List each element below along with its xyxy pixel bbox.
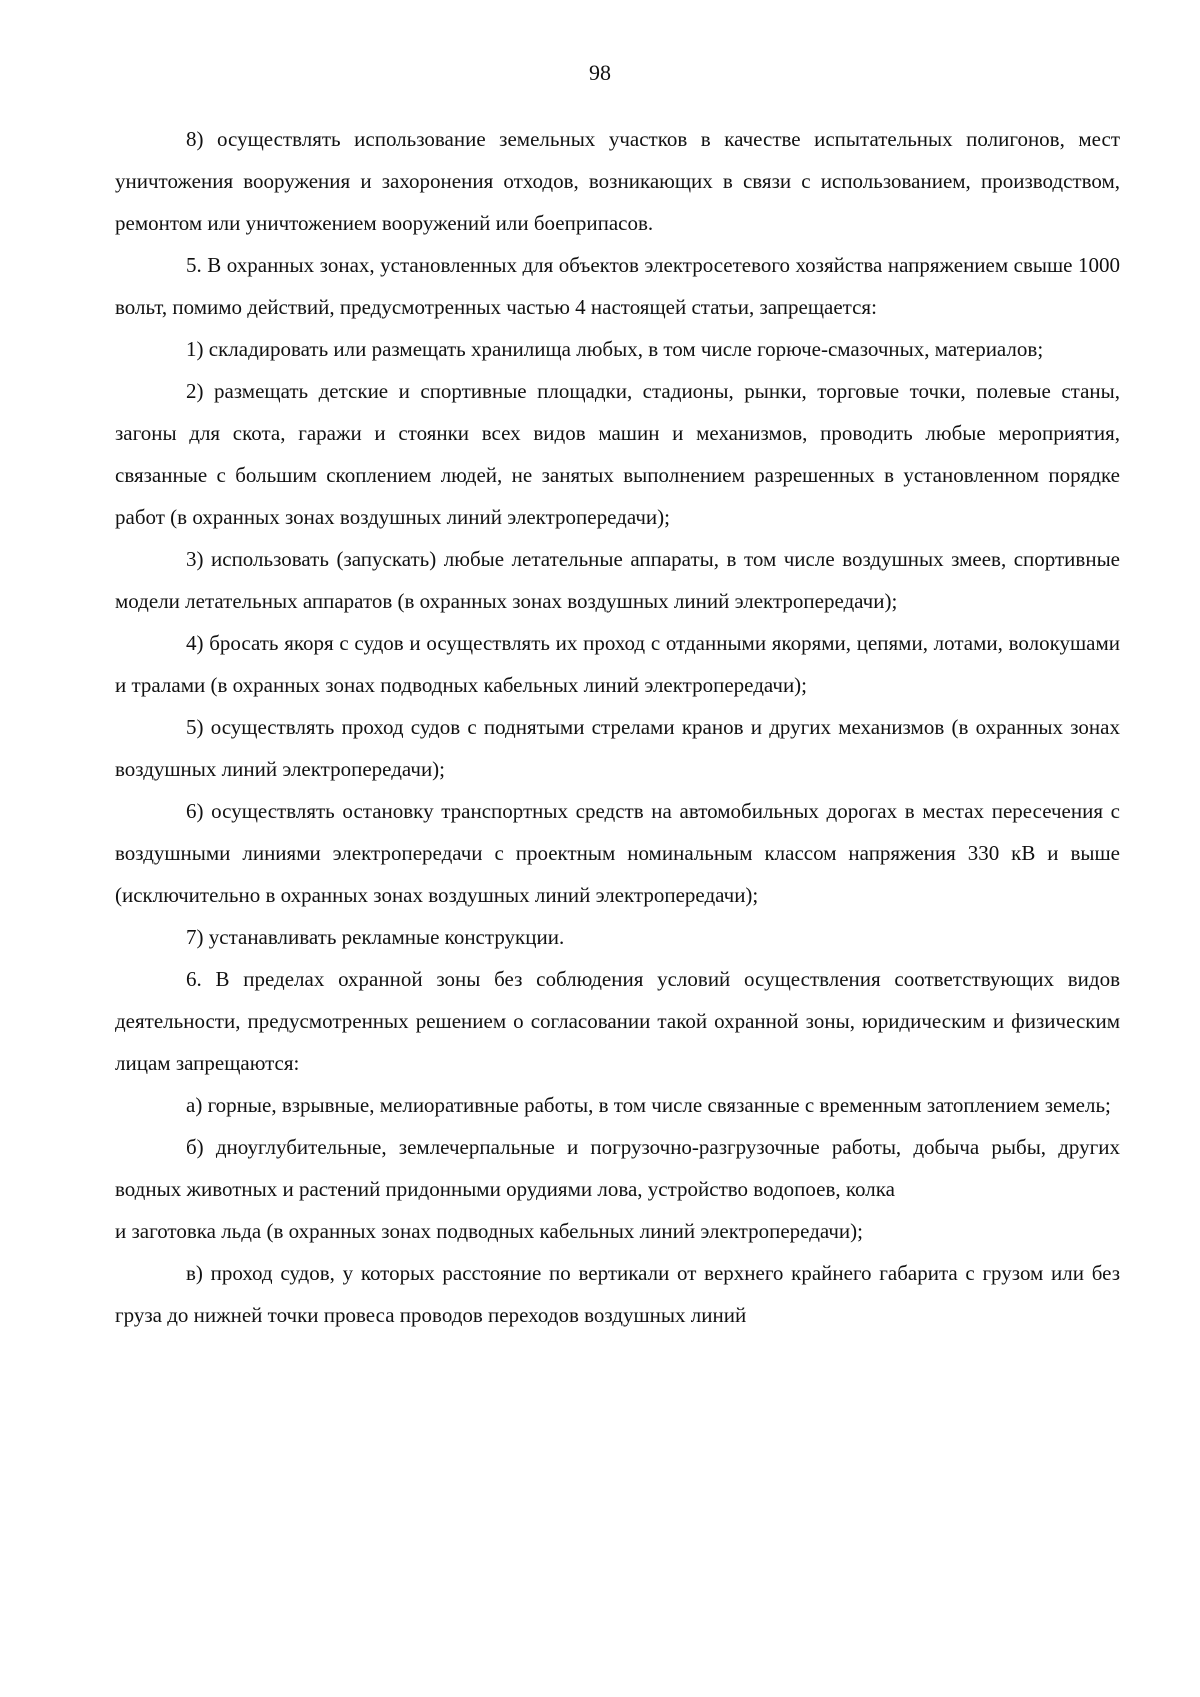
paragraph-item-2: 2) размещать детские и спортивные площадки, стадионы, рынки, торговые точки, полевые станы, загоны для скота, гаражи и стоянки всех видов машин и механизмов, проводить любые мероприятия, связанные с большим скоплением людей, не занятых выполнением разрешенных в установленном порядке работ (в охранных зонах воздушных линий электропередачи); <box>115 379 1120 529</box>
document-body <box>115 118 1120 1336</box>
paragraph-item-b: б) дноуглубительные, землечерпальные и погрузочно-разгрузочные работы, добыча рыбы, других водных животных и растений придонными орудиями лова, устройство водопоев, колка <box>115 1135 1120 1201</box>
paragraph-item-6: 6) осуществлять остановку транспортных средств на автомобильных дорогах в местах пересечения с воздушными линиями электропередачи с проектным номинальным классом напряжения 330 кВ и выше (исключительно в охранных зонах воздушных линий электропередачи); <box>115 799 1120 907</box>
paragraph-part-5: 5. В охранных зонах, установленных для объектов электросетевого хозяйства напряжением свыше 1000 вольт, помимо действий, предусмотренных частью 4 настоящей статьи, запрещается: <box>115 253 1120 319</box>
paragraph-part-6: 6. В пределах охранной зоны без соблюдения условий осуществления соответствующих видов деятельности, предусмотренных решением о согласовании такой охранной зоны, юридическим и физическим лицам запрещаются: <box>115 967 1120 1075</box>
paragraph-item-v: в) проход судов, у которых расстояние по вертикали от верхнего крайнего габарита с грузом или без груза до нижней точки провеса проводов переходов воздушных линий <box>115 1261 1120 1327</box>
paragraph-item-4: 4) бросать якоря с судов и осуществлять их проход с отданными якорями, цепями, лотами, волокушами и тралами (в охранных зонах подводных кабельных линий электропередачи); <box>115 631 1120 697</box>
paragraph-item-1: 1) складировать или размещать хранилища любых, в том числе горюче-смазочных, материалов; <box>186 337 1044 361</box>
paragraph-item-3: 3) использовать (запускать) любые летательные аппараты, в том числе воздушных змеев, спортивные модели летательных аппаратов (в охранных зонах воздушных линий электропередачи); <box>115 547 1120 613</box>
paragraph-item-b-continued: и заготовка льда (в охранных зонах подводных кабельных линий электропередачи); <box>115 1219 864 1243</box>
paragraph-item-8: 8) осуществлять использование земельных участков в качестве испытательных полигонов, мест уничтожения вооружения и захоронения отходов, возникающих в связи с использованием, производством, ремонтом или уничтожением вооружений или боеприпасов. <box>115 127 1120 235</box>
paragraph-item-7: 7) устанавливать рекламные конструкции. <box>186 925 565 949</box>
paragraph-item-a: а) горные, взрывные, мелиоративные работы, в том числе связанные с временным затоплением земель; <box>186 1093 1111 1117</box>
page-number: 98 <box>589 60 611 85</box>
paragraph-item-5: 5) осуществлять проход судов с поднятыми стрелами кранов и других механизмов (в охранных зонах воздушных линий электропередачи); <box>115 715 1120 781</box>
